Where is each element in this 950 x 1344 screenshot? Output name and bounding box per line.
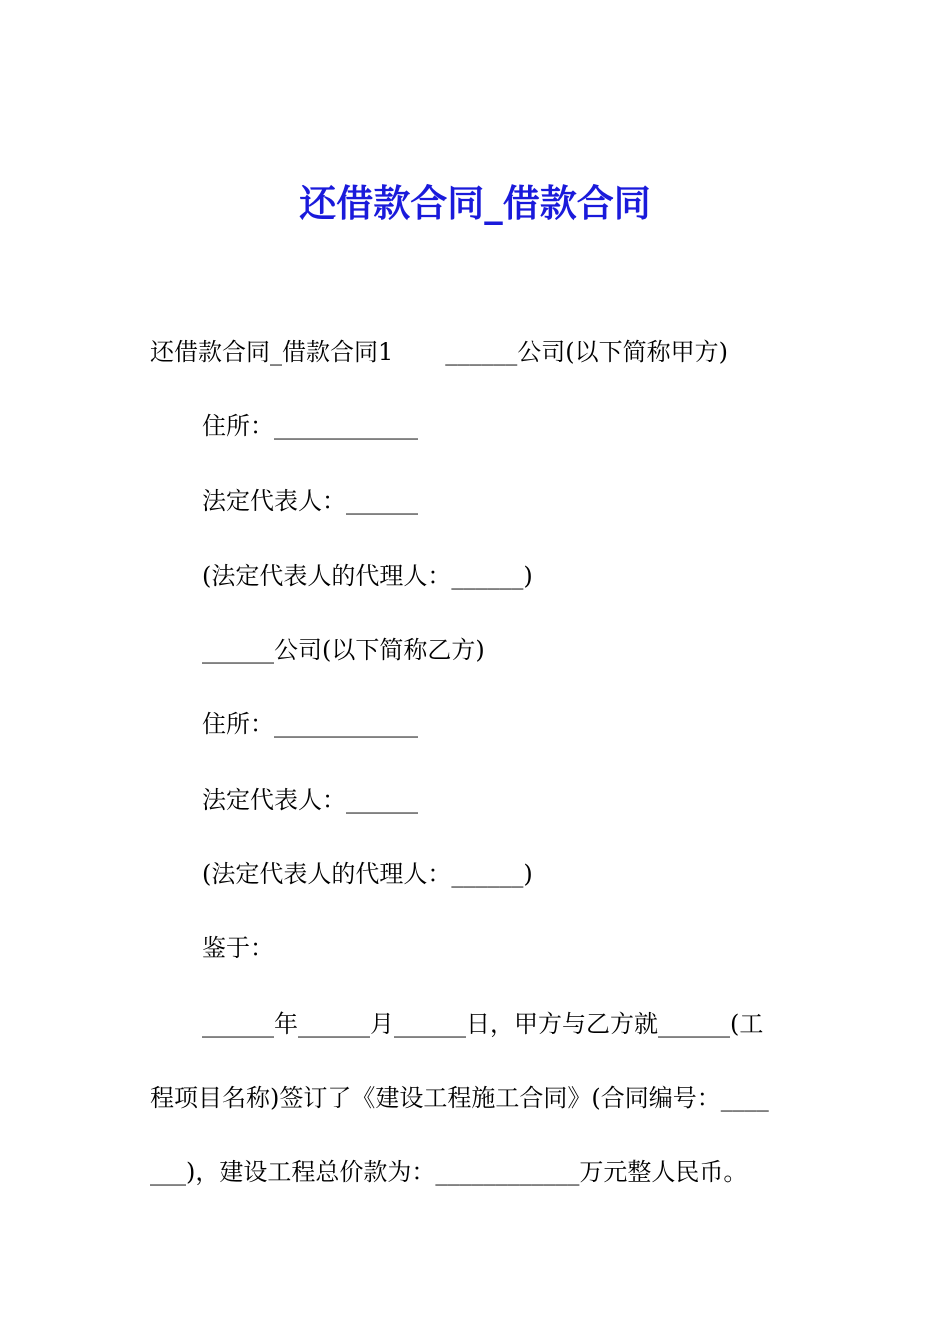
page-title: 还借款合同_借款合同 [299,182,651,225]
clause-line: 程项目名称)签订了《建设工程施工合同》(合同编号：____ [150,1084,769,1112]
intro-line [150,334,728,370]
clause-line: ___)，建设工程总价款为：____________万元整人民币。 [150,1158,748,1186]
party-b-address: 住所：____________ [202,710,418,738]
party-b-agent: (法定代表人的代理人：______) [202,860,533,888]
party-a-agent: (法定代表人的代理人：______) [202,562,533,590]
party-a-name: ______公司(以下简称甲方) [445,338,729,366]
clause-line: ______年______月______日，甲方与乙方就______(工 [202,1010,764,1038]
party-b-legal-rep: 法定代表人：______ [202,786,418,814]
intro-heading: 还借款合同_借款合同1 [150,338,394,366]
party-b-name: ______公司(以下简称乙方) [202,636,485,664]
whereas-heading: 鉴于： [202,934,274,962]
party-a-address: 住所：____________ [202,412,418,440]
party-a-legal-rep: 法定代表人：______ [202,487,418,515]
